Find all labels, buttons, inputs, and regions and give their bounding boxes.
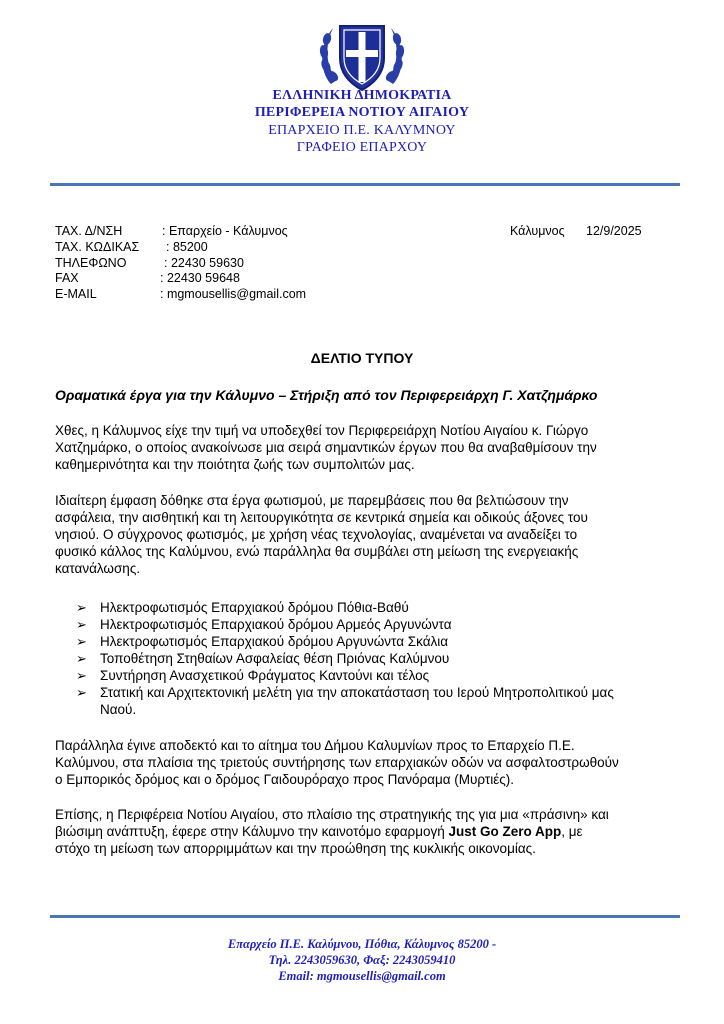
list-item-text: Στατική και Αρχιτεκτονική μελέτη για την αποκατάσταση του Ιερού Μητροπολιτικού μας	[100, 685, 614, 700]
arrow-bullet-icon: ➢	[76, 651, 87, 666]
footer-phone: Τηλ. 2243059630, Φαξ: 2243059410	[268, 953, 456, 967]
paragraph-line: Χατζημάρκο, ο οποίος ανακοίνωσε μια σειρά σημαντικών έργων που θα αναβαθμίσουν την	[55, 440, 597, 455]
place-name: Κάλυμνος	[510, 224, 565, 238]
postcode-value: : 85200	[166, 240, 208, 254]
paragraph-line: Παράλληλα έγινε αποδεκτό και το αίτημα του Δήμου Καλυμνίων προς το Επαρχείο Π.Ε.	[55, 738, 575, 753]
header-line-country: ΕΛΛΗΝΙΚΗ ΔΗΜΟΚΡΑΤΙΑ	[272, 88, 452, 103]
footer	[0, 936, 724, 984]
list-item	[76, 599, 676, 616]
press-release-subtitle: Οραματικά έργα για την Κάλυμνο – Στήριξη από τον Περιφερειάρχη Γ. Χατζημάρκο	[55, 387, 598, 403]
list-item-text: Ηλεκτροφωτισμός Επαρχιακού δρόμου Πόθια-Βαθύ	[100, 600, 409, 615]
header-divider	[50, 183, 680, 186]
list-item	[76, 650, 676, 667]
header-line-office: ΓΡΑΦΕΙΟ ΕΠΑΡΧΟΥ	[296, 140, 428, 155]
list-item-text: Ναού.	[100, 702, 137, 717]
paragraph-text: , με	[561, 824, 583, 839]
footer-divider	[50, 915, 680, 918]
paragraph-line: Χθες, η Κάλυμνος είχε την τιμή να υποδεχθεί τον Περιφερειάρχη Νοτίου Αιγαίου κ. Γιώργο	[55, 423, 589, 438]
email-label: E-MAIL	[55, 287, 97, 301]
paragraph-2	[55, 492, 675, 577]
phone-label: ΤΗΛΕΦΩΝΟ	[55, 256, 127, 270]
paragraph-1	[55, 422, 675, 473]
paragraph-3	[55, 737, 675, 788]
paragraph-line: νησιού. Ο σύγχρονος φωτισμός, με χρήση νέας τεχνολογίας, αναμένεται να αναδείξει το	[55, 527, 578, 542]
arrow-bullet-icon: ➢	[76, 634, 87, 649]
app-name: Just Go Zero App	[448, 824, 562, 839]
list-item	[76, 667, 676, 684]
header-line-prefecture: ΕΠΑΡΧΕΙΟ Π.Ε. ΚΑΛΥΜΝΟΥ	[268, 123, 456, 138]
arrow-bullet-icon: ➢	[76, 617, 87, 632]
list-item	[76, 616, 676, 633]
footer-email: Email: mgmousellis@gmail.com	[278, 969, 446, 983]
paragraph-line	[55, 823, 675, 840]
press-release-title: ΔΕΛΤΙΟ ΤΥΠΟΥ	[310, 350, 414, 366]
address-value: : Επαρχείο - Κάλυμνος	[162, 224, 288, 238]
projects-list	[76, 599, 676, 718]
list-item	[76, 633, 676, 650]
paragraph-line: φυσικό κάλλος της Καλύμνου, ενώ παράλληλα θα συμβάλει στη μείωση της ενεργειακής	[55, 544, 579, 559]
arrow-bullet-icon: ➢	[76, 668, 87, 683]
postcode-label: ΤΑΧ. ΚΩΔΙΚΑΣ	[55, 240, 140, 254]
paragraph-text: βιώσιμη ανάπτυξη, έφερε στην Κάλυμνο την καινοτόμο εφαρμογή	[55, 824, 449, 839]
paragraph-line: ο Εμπορικός δρόμος και ο δρόμος Γαιδουρόραχο προς Πανόραμα (Μυρτιές).	[55, 772, 514, 787]
list-item	[76, 684, 676, 701]
document-date: 12/9/2025	[586, 224, 642, 238]
address-label: ΤΑΧ. Δ/ΝΣΗ	[55, 224, 123, 238]
paragraph-line: Ιδιαίτερη έμφαση δόθηκε στα έργα φωτισμού, με παρεμβάσεις που θα βελτιώσουν την	[55, 493, 569, 508]
arrow-bullet-icon: ➢	[76, 600, 87, 615]
paragraph-line: καθημερινότητα και την ποιότητα ζωής των συμπολιτών μας.	[55, 457, 415, 472]
paragraph-line: ασφάλεια, την αισθητική και τη λειτουργικότητα σε κεντρικά σημεία και οδικούς άξονες του	[55, 510, 588, 525]
paragraph-line: στόχο τη μείωση των απορριμμάτων και την προώθηση της κυκλικής οικονομίας.	[55, 841, 536, 856]
arrow-bullet-icon: ➢	[76, 685, 87, 700]
list-item-text: Ηλεκτροφωτισμός Επαρχιακού δρόμου Αρμεός Αργυνώντα	[100, 617, 452, 632]
paragraph-4	[55, 806, 675, 857]
list-item-continuation	[76, 701, 676, 718]
fax-label: FAX	[55, 271, 79, 285]
greek-coat-of-arms-seal	[311, 14, 413, 94]
paragraph-line: Επίσης, η Περιφέρεια Νοτίου Αιγαίου, στο πλαίσιο της στρατηγικής της για μια «πράσινη» και	[55, 807, 609, 822]
paragraph-line: κατανάλωσης.	[55, 561, 141, 576]
list-item-text: Ηλεκτροφωτισμός Επαρχιακού δρόμου Αργυνώντα Σκάλια	[100, 634, 449, 649]
fax-value: : 22430 59648	[160, 271, 240, 285]
list-item-text: Συντήρηση Ανασχετικού Φράγματος Καντούνι και τέλος	[100, 668, 430, 683]
header-line-region: ΠΕΡΙΦΕΡΕΙΑ ΝΟΤΙΟΥ ΑΙΓΑΙΟΥ	[254, 105, 470, 120]
paragraph-line: Καλύμνου, στα πλαίσια της τριετούς συντήρησης των επαρχιακών οδών να ασφαλτοστρωθούν	[55, 755, 619, 770]
footer-address: Επαρχείο Π.Ε. Καλύμνου, Πόθια, Κάλυμνος 85200 -	[227, 937, 497, 951]
phone-value: : 22430 59630	[164, 256, 244, 270]
email-value: : mgmousellis@gmail.com	[160, 287, 307, 301]
list-item-text: Τοποθέτηση Στηθαίων Ασφαλείας θέση Πριόνας Καλύμνου	[100, 651, 450, 666]
